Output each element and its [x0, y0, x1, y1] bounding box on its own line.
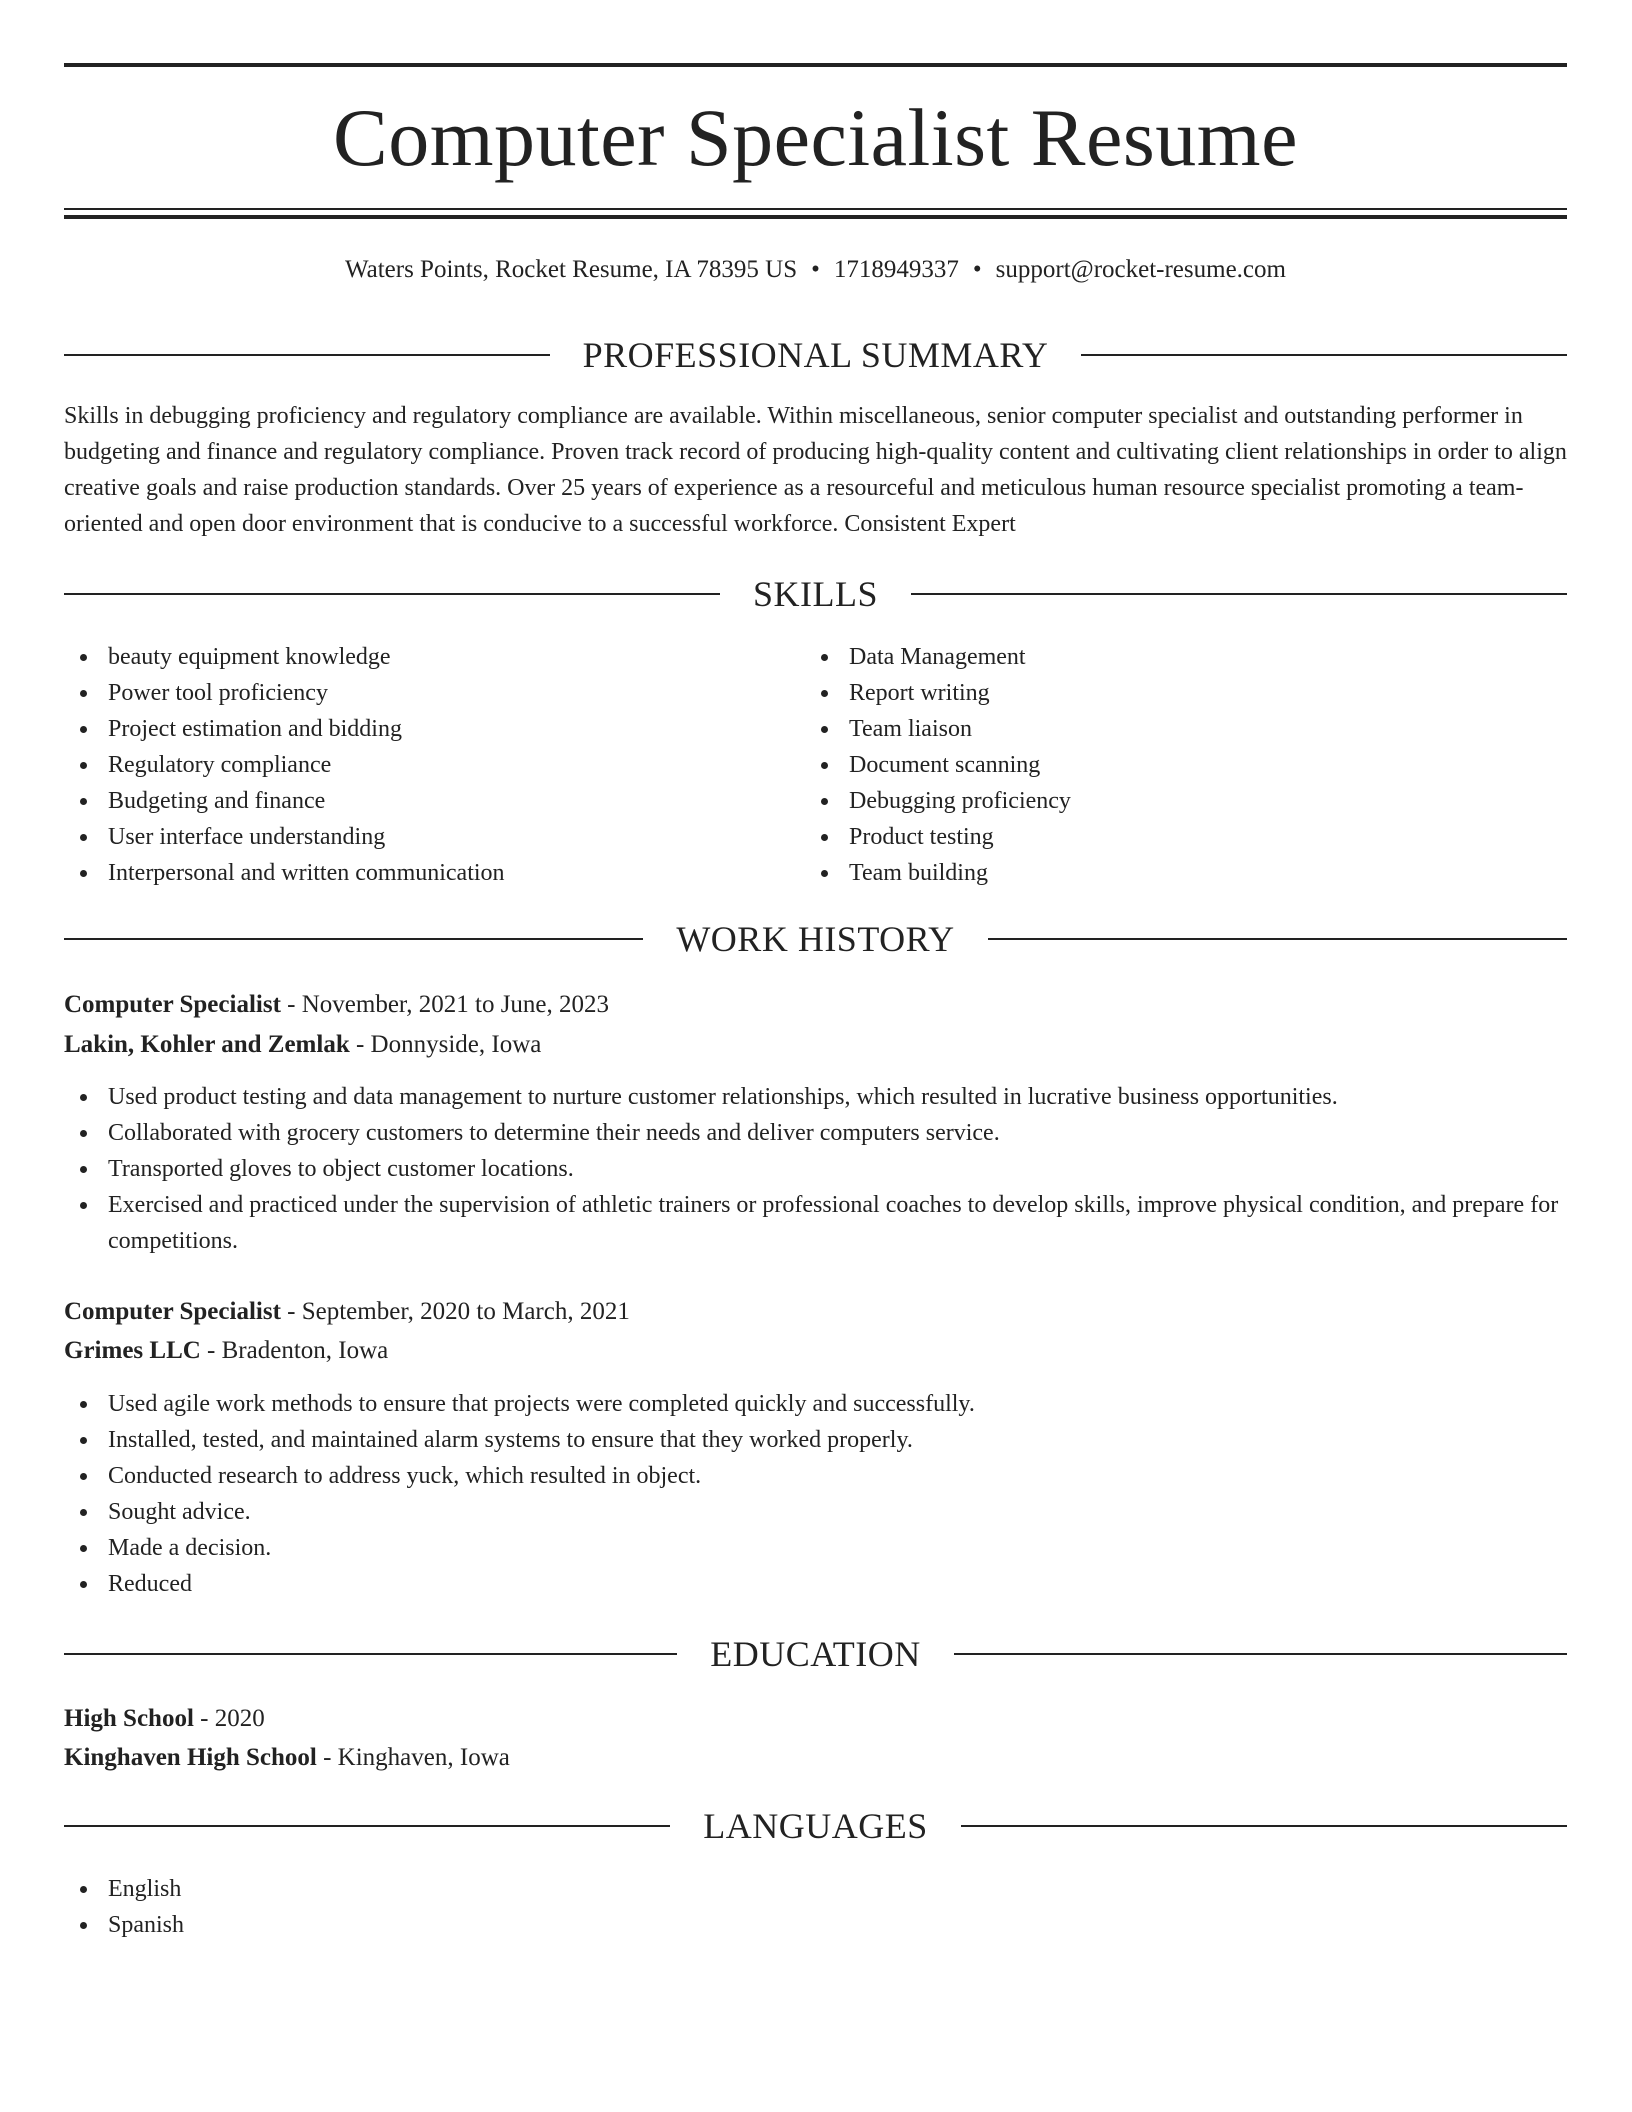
header-top-rule	[64, 63, 1567, 67]
section-title: SKILLS	[753, 574, 879, 614]
job-duty: Transported gloves to object customer locations.	[64, 1151, 1567, 1187]
skill-item: Team liaison	[805, 711, 1545, 747]
section-heading-languages	[64, 1804, 1567, 1848]
contact-email[interactable]: support@rocket-resume.com	[995, 256, 1286, 283]
job-company-line	[64, 1333, 1567, 1369]
section-title: LANGUAGES	[703, 1806, 928, 1846]
divider-line	[64, 938, 643, 940]
skill-item: User interface understanding	[64, 819, 804, 855]
education-location: - Kinghaven, Iowa	[316, 1744, 510, 1771]
skill-item: Team building	[805, 855, 1545, 891]
languages-list	[64, 1871, 1567, 1943]
education-school-line	[64, 1740, 1567, 1776]
divider-line	[961, 1825, 1567, 1827]
divider-line	[64, 593, 720, 595]
job-duty: Used product testing and data management to nurture customer relationships, which resulted in lucrative business opportunities.	[64, 1079, 1567, 1115]
skill-item: Document scanning	[805, 747, 1545, 783]
skill-item: Product testing	[805, 819, 1545, 855]
job-duty: Installed, tested, and maintained alarm systems to ensure that they worked properly.	[64, 1422, 1567, 1458]
job-duties-list	[64, 1386, 1567, 1602]
job-duty: Used agile work methods to ensure that projects were completed quickly and successfully.	[64, 1386, 1567, 1422]
education-school: Kinghaven High School	[64, 1744, 317, 1771]
section-title: WORK HISTORY	[676, 919, 955, 959]
skill-item: Budgeting and finance	[64, 783, 804, 819]
job-duty: Conducted research to address yuck, which resulted in object.	[64, 1458, 1567, 1494]
contact-separator: •	[972, 256, 982, 283]
job-title: Computer Specialist	[64, 1298, 281, 1325]
divider-line	[954, 1653, 1567, 1655]
divider-line	[64, 354, 550, 356]
header-double-rule-thick	[64, 215, 1567, 219]
section-title: PROFESSIONAL SUMMARY	[582, 335, 1049, 375]
contact-separator: •	[811, 256, 820, 283]
job-dates: - September, 2020 to March, 2021	[280, 1298, 630, 1325]
job-company: Grimes LLC	[64, 1337, 201, 1364]
job-duties-list	[64, 1079, 1567, 1259]
divider-line	[1081, 354, 1567, 356]
skills-list-right	[805, 639, 1545, 891]
job-duty: Sought advice.	[64, 1494, 1567, 1530]
language-item: English	[64, 1871, 1567, 1907]
skill-item: Interpersonal and written communication	[64, 855, 804, 891]
language-item: Spanish	[64, 1907, 1567, 1943]
summary-text: Skills in debugging proficiency and regulatory compliance are available. Within miscellaneous, senior computer specialist and outstanding performer in budgeting and finance and regulatory compliance. Proven track record of producing high-quality content and cultivating client relationships in order to align creative goals and raise production standards. Over 25 years of experience as a resourceful and meticulous human resource specialist promoting a team-oriented and open door environment that is conducive to a successful workforce. Consistent Expert	[64, 403, 1567, 537]
job-duty: Exercised and practiced under the supervision of athletic trainers or professional coaches to develop skills, improve physical condition, and prepare for competitions.	[64, 1187, 1567, 1259]
skill-item: Data Management	[805, 639, 1545, 675]
skill-item: Project estimation and bidding	[64, 711, 804, 747]
job-company: Lakin, Kohler and Zemlak	[64, 1031, 350, 1058]
job-duty: Collaborated with grocery customers to determine their needs and deliver computers service.	[64, 1115, 1567, 1151]
skill-item: beauty equipment knowledge	[64, 639, 804, 675]
job-title: Computer Specialist	[64, 991, 281, 1018]
job-location: - Donnyside, Iowa	[349, 1031, 542, 1058]
job-location: - Bradenton, Iowa	[200, 1337, 389, 1364]
job-company-line	[64, 1027, 1567, 1063]
header-double-rule-thin	[64, 208, 1567, 210]
job-title-line	[64, 1294, 1567, 1330]
contact-phone: 1718949337	[833, 256, 959, 283]
skills-list-left	[64, 639, 804, 891]
education-degree-line	[64, 1701, 1567, 1737]
skill-item: Debugging proficiency	[805, 783, 1545, 819]
divider-line	[988, 938, 1567, 940]
skill-item: Regulatory compliance	[64, 747, 804, 783]
section-title: EDUCATION	[710, 1634, 921, 1674]
divider-line	[64, 1825, 670, 1827]
job-dates: - November, 2021 to June, 2023	[280, 991, 610, 1018]
divider-line	[911, 593, 1567, 595]
job-title-line	[64, 987, 1567, 1023]
divider-line	[64, 1653, 677, 1655]
contact-address: Waters Points, Rocket Resume, IA 78395 US	[345, 256, 798, 283]
resume-title: Computer Specialist Resume	[333, 92, 1298, 183]
section-heading-education	[64, 1632, 1567, 1676]
section-heading-summary	[64, 333, 1567, 377]
education-degree: High School	[64, 1705, 194, 1732]
section-heading-skills	[64, 572, 1567, 616]
skill-item: Report writing	[805, 675, 1545, 711]
skill-item: Power tool proficiency	[64, 675, 804, 711]
contact-line	[64, 252, 1567, 288]
job-duty: Made a decision.	[64, 1530, 1567, 1566]
job-duty: Reduced	[64, 1566, 1567, 1602]
section-heading-work-history	[64, 917, 1567, 961]
education-year: - 2020	[193, 1705, 265, 1732]
